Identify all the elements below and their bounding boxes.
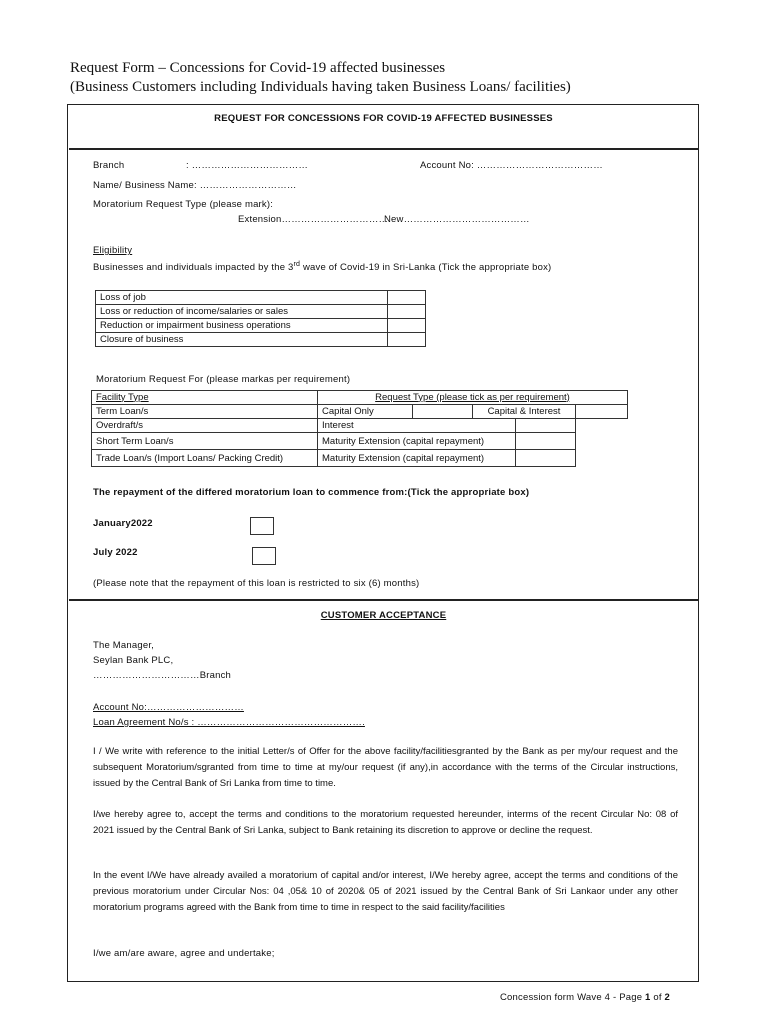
loan-agreement-field[interactable]: Loan Agreement No/s : ……………………………………………. [93, 717, 365, 728]
new-option[interactable]: New………………………………… [384, 214, 530, 225]
table-row [96, 291, 426, 305]
eligibility-checkbox[interactable] [388, 319, 426, 333]
repayment-heading: The repayment of the differed moratorium loan to commence from:(Tick the appropriate box) [93, 487, 530, 498]
account-number-field[interactable]: Account No: ………………………………… [420, 160, 603, 171]
repayment-note: (Please note that the repayment of this loan is restricted to six (6) months) [93, 578, 420, 589]
request-cell: Maturity Extension (capital repayment) [318, 433, 516, 450]
eligibility-checkbox[interactable] [388, 305, 426, 319]
request-cell: Capital Only [318, 405, 413, 419]
eligibility-heading: Eligibility [93, 245, 133, 256]
paragraph-1: I / We write with reference to the initial Letter/s of Offer for the above facility/facilitiesgranted by the Bank as per my/our request and the subsequent Moratorium/sgranted from time to time at my/our request (if any),in accordance with the terms of the Circular instructions, issued by the Central Bank of Sri Lanka from time to time. [93, 746, 678, 789]
page-footer: Concession form Wave 4 - Page 1 of 2 [500, 992, 671, 1003]
eligibility-item: Reduction or impairment business operations [96, 319, 388, 333]
table-row [96, 333, 426, 347]
acceptance-account-field[interactable]: Account No:………………………… [93, 702, 244, 713]
request-checkbox[interactable] [413, 405, 473, 419]
facility-cell: Term Loan/s [92, 405, 318, 419]
eligibility-item: Closure of business [96, 333, 388, 347]
request-checkbox[interactable] [576, 405, 628, 419]
facility-cell: Overdraft/s [92, 419, 318, 433]
request-checkbox[interactable] [516, 433, 576, 450]
section-divider-acceptance [69, 599, 698, 601]
extension-option[interactable]: Extension…………………………… [238, 214, 389, 225]
request-cell: Interest [318, 419, 516, 433]
table-row [96, 319, 426, 333]
facility-cell: Short Term Loan/s [92, 433, 318, 450]
moratorium-table [91, 390, 628, 467]
page-header-line1: Request Form – Concessions for Covid-19 affected businesses [70, 60, 446, 76]
july-2022-label: July 2022 [93, 547, 138, 558]
address-line-2: Seylan Bank PLC, [93, 655, 174, 666]
section-divider-top [69, 148, 698, 150]
paragraph-3: In the event I/We have already availed a moratorium of capital and/or interest, I/We hereby agree, accept the terms and conditions of the previous moratorium under Circular Nos: 04 ,05& 10 of 2020& 05 of 2021 issued by the Central Bank of Sri Lankaor under any other moratorium programs agreed with the Bank from time to time in respect to the said facility/facilities [93, 870, 678, 913]
moratorium-label: Moratorium Request For (please markas per requirement) [96, 374, 351, 385]
eligibility-text: Businesses and individuals impacted by the 3rd wave of Covid-19 in Sri-Lanka (Tick the appropriate box) [93, 261, 552, 274]
branch-line[interactable]: ……………………………Branch [93, 670, 232, 681]
eligibility-checkbox[interactable] [388, 333, 426, 347]
col-request-type: Request Type (please tick as per requirement) [318, 391, 628, 405]
facility-cell: Trade Loan/s (Import Loans/ Packing Credit) [92, 450, 318, 467]
table-header-row [92, 391, 628, 405]
request-checkbox[interactable] [516, 450, 576, 467]
request-cell: Maturity Extension (capital repayment) [318, 450, 516, 467]
eligibility-item: Loss or reduction of income/salaries or sales [96, 305, 388, 319]
table-row [96, 305, 426, 319]
july-2022-checkbox[interactable] [252, 547, 276, 565]
eligibility-checkbox[interactable] [388, 291, 426, 305]
table-row [92, 450, 628, 467]
eligibility-item: Loss of job [96, 291, 388, 305]
address-line-1: The Manager, [93, 640, 155, 651]
january-2022-checkbox[interactable] [250, 517, 274, 535]
form-border [67, 104, 699, 982]
table-row [92, 405, 628, 419]
january-2022-label: January2022 [93, 518, 153, 529]
request-cell: Capital & Interest [473, 405, 576, 419]
col-facility-type: Facility Type [92, 391, 318, 405]
branch-field[interactable]: : ……………………………… [186, 160, 309, 171]
business-name-field[interactable]: Name/ Business Name: ………………………… [93, 180, 297, 191]
paragraph-2: I/we hereby agree to, accept the terms and conditions to the moratorium requested hereunder, interms of the recent Circular No: 08 of 2021 issued by the Central Bank of Sri Lanka, subject to Bank retaining its discretion to approve or decline the request. [93, 809, 678, 836]
branch-label: Branch [93, 160, 125, 171]
table-row [92, 433, 628, 450]
request-checkbox[interactable] [516, 419, 576, 433]
moratorium-type-label: Moratorium Request Type (please mark): [93, 199, 274, 210]
form-title: REQUEST FOR CONCESSIONS FOR COVID-19 AFFECTED BUSINESSES [214, 113, 553, 124]
page-header-line2: (Business Customers including Individuals having taken Business Loans/ facilities) [70, 79, 571, 95]
paragraph-4: I/we am/are aware, agree and undertake; [93, 948, 275, 959]
table-row [92, 419, 628, 433]
customer-acceptance-heading: CUSTOMER ACCEPTANCE [320, 610, 447, 621]
eligibility-table [95, 290, 426, 347]
